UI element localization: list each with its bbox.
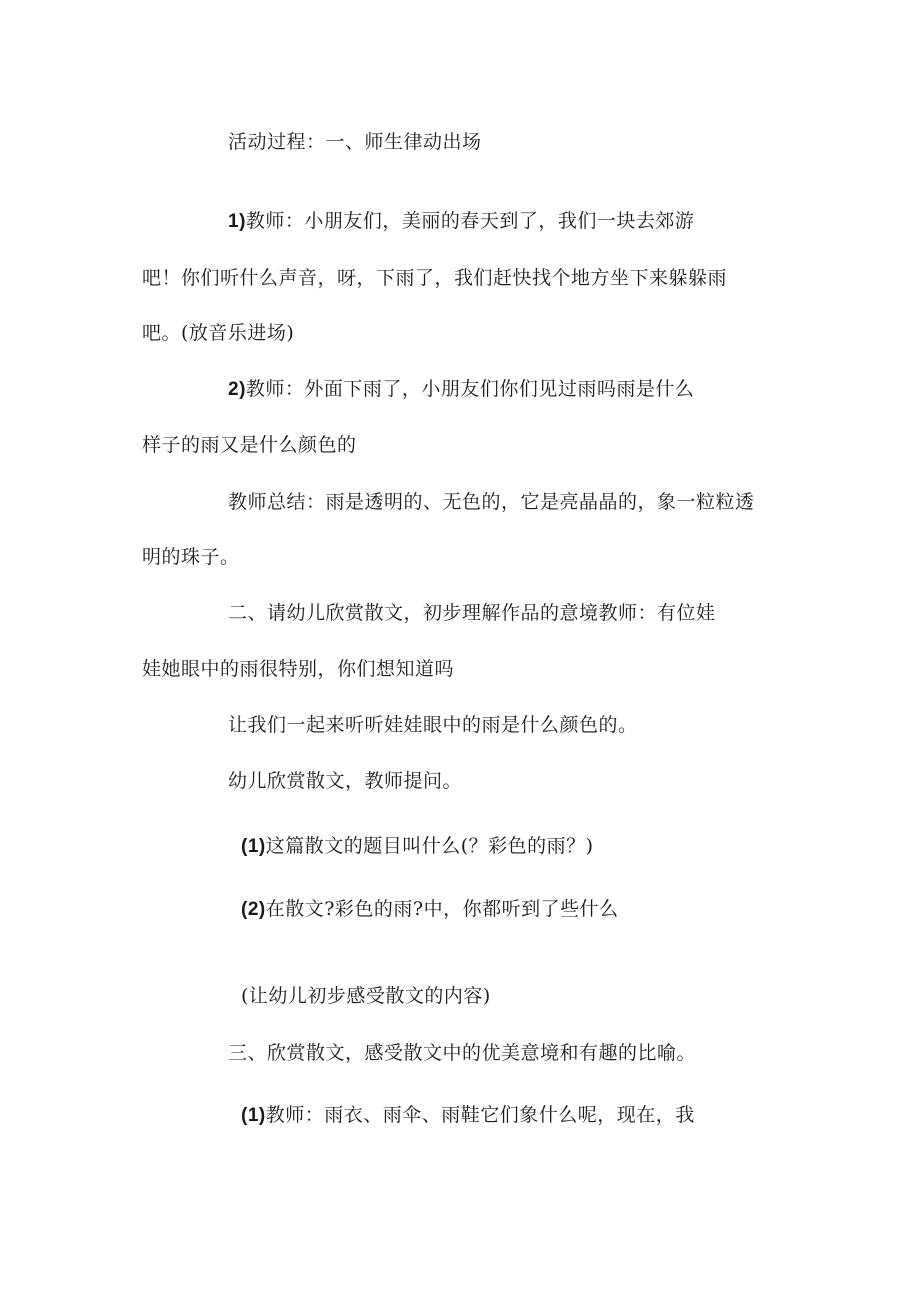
text-line: 娃她眼中的雨很特别，你们想知道吗 [142, 658, 455, 680]
text-line: (2)在散文?彩色的雨?中，你都听到了些什么 [241, 898, 619, 920]
text-line: 吧！你们听什么声音，呀，下雨了，我们赶快找个地方坐下来躲躲雨 [142, 267, 728, 289]
text-line: 教师总结：雨是透明的、无色的，它是亮晶晶的，象一粒粒透 [228, 491, 755, 513]
text-line: 1)教师：小朋友们，美丽的春天到了，我们一块去郊游 [228, 210, 695, 232]
text-line: 幼儿欣赏散文，教师提问。 [228, 770, 463, 792]
text-line: 吧。(放音乐进场) [142, 322, 295, 344]
text-line: 活动过程：一、师生律动出场 [228, 131, 482, 153]
text-line: 二、请幼儿欣赏散文，初步理解作品的意境教师：有位娃 [228, 602, 716, 624]
text-line: 三、欣赏散文，感受散文中的优美意境和有趣的比喻。 [228, 1042, 697, 1064]
text-line: (让幼儿初步感受散文的内容) [241, 985, 491, 1007]
text-line: 2)教师：外面下雨了，小朋友们你们见过雨吗雨是什么 [228, 378, 695, 400]
text-line: (1)教师：雨衣、雨伞、雨鞋它们象什么呢，现在，我 [241, 1104, 695, 1126]
text-line: (1)这篇散文的题目叫什么(？彩色的雨？) [241, 835, 594, 857]
text-line: 明的珠子。 [142, 546, 240, 568]
text-line: 样子的雨又是什么颜色的 [142, 434, 357, 456]
text-line: 让我们一起来听听娃娃眼中的雨是什么颜色的。 [228, 714, 638, 736]
